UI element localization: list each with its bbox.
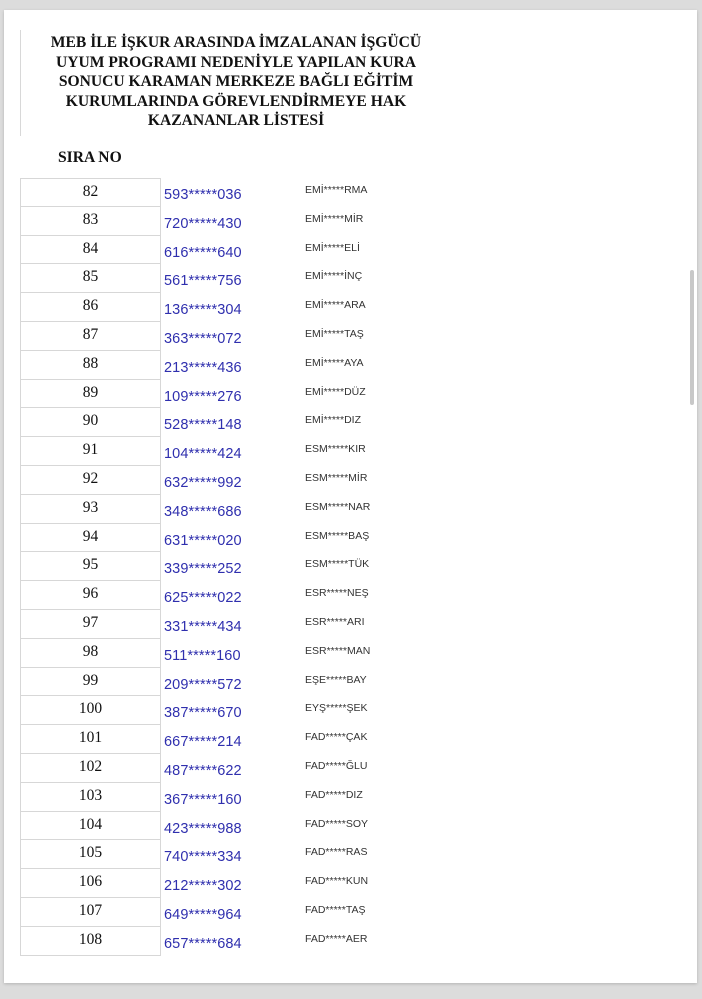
tc-number-cell: 136*****304	[164, 302, 242, 319]
tc-number-cell: 616*****640	[164, 244, 242, 261]
vertical-scrollbar[interactable]	[690, 270, 694, 405]
name-cell: EMİ*****ELİ	[305, 241, 360, 254]
name-cell: EYŞ*****ŞEK	[305, 702, 368, 715]
tc-number-cell: 339*****252	[164, 561, 242, 578]
sira-no-cell: 104	[20, 812, 161, 841]
tc-number-cell: 632*****992	[164, 474, 242, 491]
sira-no-cell: 89	[20, 380, 161, 409]
tc-number-cell: 720*****430	[164, 215, 242, 232]
sira-no-cell: 97	[20, 610, 161, 639]
name-cell: ESR*****NEŞ	[305, 587, 369, 600]
name-cell: ESR*****ARI	[305, 615, 365, 628]
tc-number-cell: 511*****160	[164, 647, 241, 664]
name-cell: EMİ*****AYA	[305, 356, 364, 369]
sira-no-cell: 99	[20, 668, 161, 697]
sira-no-cell: 83	[20, 207, 161, 236]
tc-number-cell: 212*****302	[164, 878, 242, 895]
name-cell: ESM*****MİR	[305, 471, 368, 484]
name-cell: FAD*****KUN	[305, 875, 369, 888]
sira-no-cell: 94	[20, 524, 161, 553]
sira-no-cell: 90	[20, 408, 161, 437]
name-cell: EMİ*****DIZ	[305, 414, 362, 427]
sira-no-cell: 96	[20, 581, 161, 610]
name-cell: EŞE*****BAY	[305, 673, 367, 686]
sira-no-cell: 101	[20, 725, 161, 754]
name-cell: EMİ*****ARA	[305, 299, 366, 312]
sira-no-cell: 92	[20, 466, 161, 495]
sira-no-cell: 93	[20, 495, 161, 524]
name-cell: ESM*****KIR	[305, 443, 366, 456]
tc-number-cell: 331*****434	[164, 618, 242, 635]
tc-number-cell: 109*****276	[164, 388, 242, 405]
sira-no-cell: 103	[20, 783, 161, 812]
tc-number-cell: 348*****686	[164, 503, 242, 520]
sira-no-cell: 85	[20, 264, 161, 293]
sira-no-cell: 100	[20, 696, 161, 725]
column-header-sira-no: SIRA NO	[58, 149, 122, 166]
name-cell: ESM*****BAŞ	[305, 529, 370, 542]
sira-no-cell: 107	[20, 898, 161, 927]
name-cell: FAD*****SOY	[305, 817, 369, 830]
title-line: SONUCU KARAMAN MERKEZE BAĞLI EĞİTİM	[58, 73, 414, 91]
sira-no-cell: 98	[20, 639, 161, 668]
name-cell: EMİ*****İNÇ	[305, 270, 363, 283]
sira-no-cell: 108	[20, 927, 161, 956]
sira-no-cell: 106	[20, 869, 161, 898]
name-cell: FAD*****TAŞ	[305, 903, 366, 916]
sira-no-cell: 105	[20, 840, 161, 869]
tc-number-cell: 657*****684	[164, 935, 242, 952]
tc-number-cell: 363*****072	[164, 330, 242, 347]
document-title	[26, 33, 446, 131]
tc-number-cell: 649*****964	[164, 906, 242, 923]
tc-number-cell: 104*****424	[164, 446, 242, 463]
tc-number-cell: 213*****436	[164, 359, 242, 376]
tc-number-cell: 528*****148	[164, 417, 242, 434]
name-cell: ESM*****TÜK	[305, 558, 370, 571]
name-cell: EMİ*****TAŞ	[305, 327, 364, 340]
sira-no-cell: 102	[20, 754, 161, 783]
tc-number-cell: 631*****020	[164, 532, 242, 549]
sira-no-cell: 84	[20, 236, 161, 265]
sira-no-cell: 86	[20, 293, 161, 322]
title-line: MEB İLE İŞKUR ARASINDA İMZALANAN İŞGÜCÜ	[50, 34, 422, 51]
name-cell: FAD*****ÇAK	[305, 731, 368, 744]
name-cell: FAD*****ĞLU	[305, 759, 368, 772]
tc-number-cell: 625*****022	[164, 590, 242, 607]
name-cell: ESR*****MAN	[305, 644, 371, 657]
name-cell: FAD*****DIZ	[305, 788, 363, 801]
tc-number-cell: 423*****988	[164, 820, 242, 837]
tc-number-cell: 209*****572	[164, 676, 242, 693]
name-cell: FAD*****RAS	[305, 846, 368, 859]
sira-no-cell: 95	[20, 552, 161, 581]
tc-number-cell: 367*****160	[164, 791, 242, 808]
tc-number-cell: 740*****334	[164, 849, 242, 866]
sira-no-cell: 88	[20, 351, 161, 380]
sira-no-cell: 82	[20, 178, 161, 207]
title-line: UYUM PROGRAMI NEDENİYLE YAPILAN KURA	[55, 53, 417, 71]
title-line: KAZANANLAR LİSTESİ	[147, 112, 325, 130]
sira-no-cell: 91	[20, 437, 161, 466]
name-cell: EMİ*****MİR	[305, 212, 364, 225]
sira-no-cell: 87	[20, 322, 161, 351]
tc-number-cell: 487*****622	[164, 762, 242, 779]
name-cell: EMİ*****RMA	[305, 184, 368, 196]
tc-number-cell: 667*****214	[164, 734, 242, 751]
title-line: KURUMLARINDA GÖREVLENDİRMEYE HAK	[65, 92, 407, 110]
name-cell: FAD*****AER	[305, 932, 368, 945]
name-cell: EMİ*****DÜZ	[305, 385, 366, 398]
tc-number-cell: 561*****756	[164, 273, 242, 290]
document-page	[4, 10, 697, 983]
title-left-rule	[20, 30, 21, 136]
name-cell: ESM*****NAR	[305, 500, 371, 513]
tc-number-cell: 387*****670	[164, 705, 242, 722]
tc-number-cell: 593*****036	[164, 187, 242, 203]
